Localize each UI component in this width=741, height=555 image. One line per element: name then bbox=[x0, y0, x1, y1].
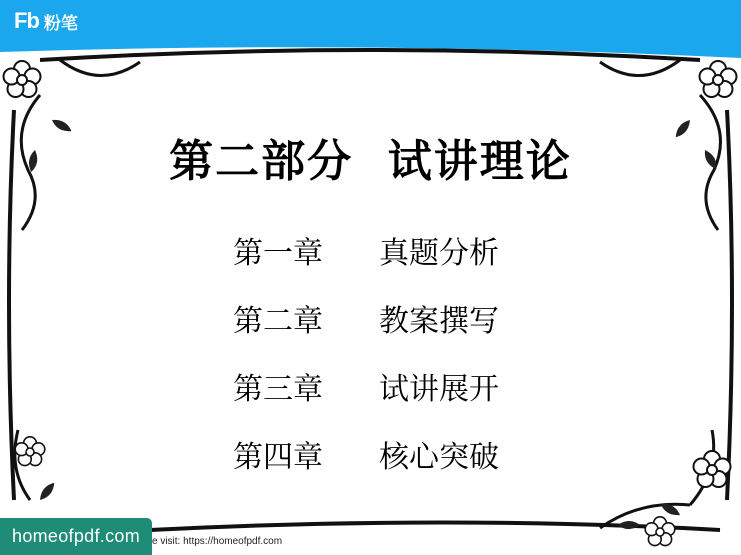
logo-mark: Fb bbox=[14, 8, 39, 33]
logo-text: 粉笔 bbox=[43, 13, 78, 34]
fenbi-logo bbox=[14, 8, 78, 34]
header-curve bbox=[0, 44, 741, 58]
footer-url-link[interactable]: e visit: https://homeofpdf.com bbox=[152, 536, 283, 547]
chapter-name: 教案撰写 bbox=[379, 304, 499, 339]
chapter-name: 真题分析 bbox=[379, 236, 499, 271]
chapter-number: 第一章 bbox=[233, 236, 323, 271]
chapter-row bbox=[233, 364, 563, 432]
header-bar bbox=[0, 0, 741, 44]
chapter-number: 第四章 bbox=[233, 440, 323, 475]
chapter-row bbox=[233, 228, 563, 296]
chapter-number: 第二章 bbox=[233, 304, 323, 339]
chapter-name: 核心突破 bbox=[379, 440, 499, 475]
chapter-name: 试讲展开 bbox=[379, 372, 499, 407]
slide-title: 第二部分 试讲理论 bbox=[169, 136, 572, 187]
chapter-row bbox=[233, 432, 563, 500]
homeofpdf-badge[interactable]: homeofpdf.com bbox=[0, 518, 152, 555]
chapter-number: 第三章 bbox=[233, 372, 323, 407]
chapter-list bbox=[233, 228, 563, 500]
chapter-row bbox=[233, 296, 563, 364]
